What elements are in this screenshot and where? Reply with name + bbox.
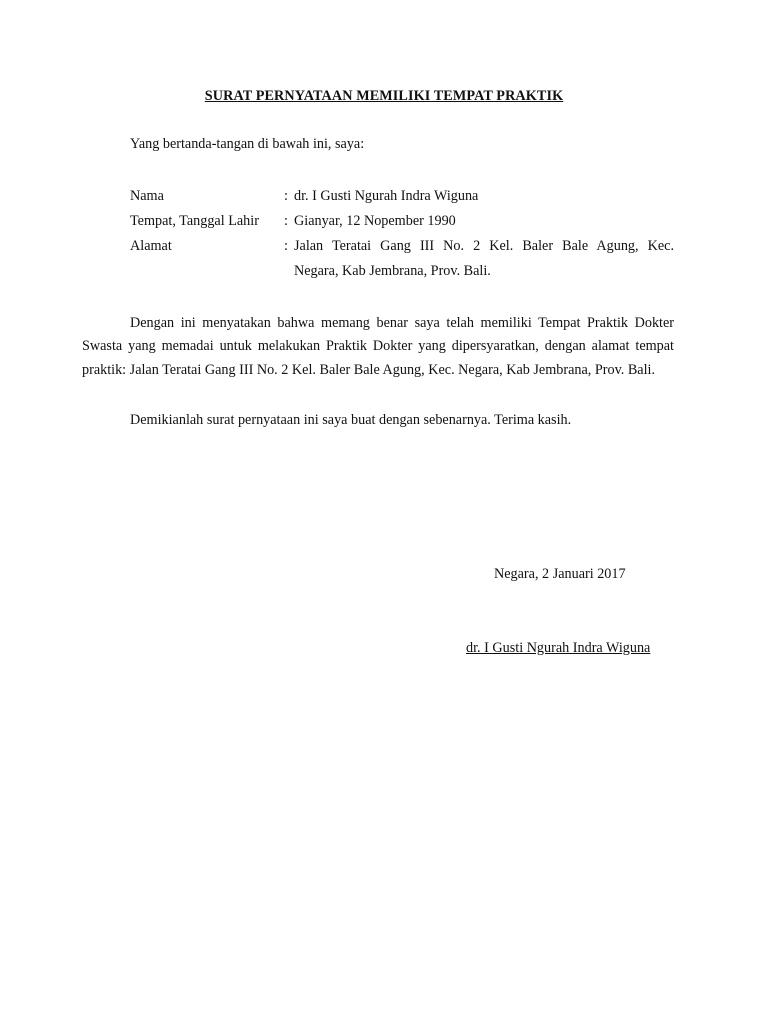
signatory-name: dr. I Gusti Ngurah Indra Wiguna <box>466 640 651 656</box>
document-title: SURAT PERNYATAAN MEMILIKI TEMPAT PRAKTIK <box>204 88 564 104</box>
alamat-label: Alamat <box>130 238 172 254</box>
nama-colon: : <box>284 188 288 204</box>
ttl-value: Gianyar, 12 Nopember 1990 <box>294 213 456 229</box>
nama-label: Nama <box>130 188 164 204</box>
alamat-value-line1: Jalan Teratai Gang III No. 2 Kel. Baler Bale Agung, Kec. <box>294 238 674 254</box>
alamat-value-line2: Negara, Kab Jembrana, Prov. Bali. <box>294 263 491 279</box>
ttl-colon: : <box>284 213 288 229</box>
nama-value: dr. I Gusti Ngurah Indra Wiguna <box>294 188 479 204</box>
place-date: Negara, 2 Januari 2017 <box>494 566 626 582</box>
closing-text: Demikianlah surat pernyataan ini saya buat dengan sebenarnya. Terima kasih. <box>130 412 572 428</box>
statement-paragraph: Dengan ini menyatakan bahwa memang benar saya telah memiliki Tempat Praktik Dokter Swasta yang memadai untuk melakukan Praktik Dokter yang dipersyaratkan, dengan alamat tempat praktik: Jalan Teratai Gang III No. 2 Kel. Baler Bale Agung, Kec. Negara, Kab Jembrana, Prov. Bali. <box>82 315 674 378</box>
ttl-label: Tempat, Tanggal Lahir <box>130 213 259 229</box>
alamat-colon: : <box>284 238 288 254</box>
intro-text: Yang bertanda-tangan di bawah ini, saya: <box>130 136 365 152</box>
